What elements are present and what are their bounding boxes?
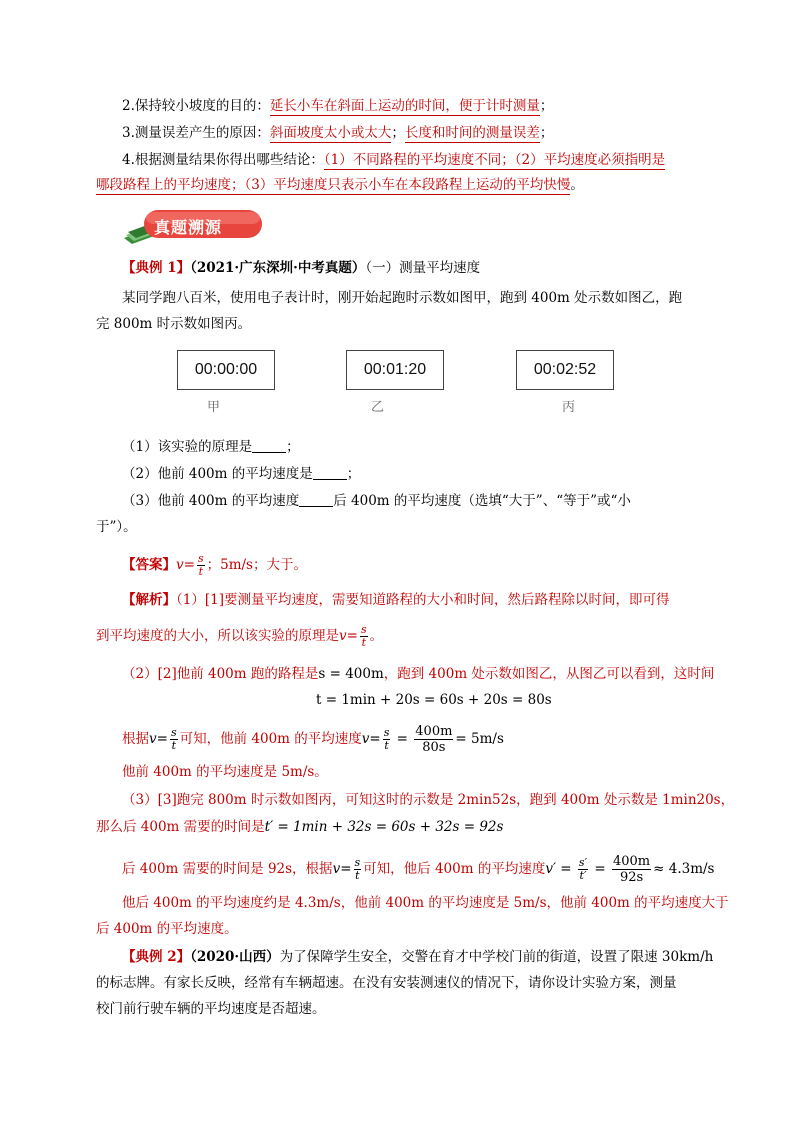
timer-label-bing: 丙 xyxy=(562,400,576,415)
formula-fraction: $\frac{s}{t}$ xyxy=(170,726,177,752)
example-2-tag: 【典例 2】 xyxy=(122,949,191,965)
item-3-prefix: 3.测量误差产生的原因： xyxy=(122,125,270,141)
answer-tag: 【答案】 xyxy=(122,557,176,573)
answer-values: ；5m/s；大于。 xyxy=(206,557,307,573)
analysis-part3-line3: 后 400m 需要的时间是 92s，根据v= $\frac{s}{t}$ 可知，他后 400m 的平均速度v′ = $\frac{s'}{t'}$ = $\frac{400m}{92s}$ ≈ 4.3m/s xyxy=(122,854,715,885)
analysis-tag: 【解析】 xyxy=(122,592,176,608)
item-3-answer-b: 长度和时间的测量误差 xyxy=(404,125,540,141)
item-2: 2.保持较小坡度的目的：延长小车在斜面上运动的时间，便于计时测量； xyxy=(122,98,554,114)
timer-display-bing: 00:02:52 xyxy=(516,350,614,390)
example-2-source: （2020·山西） xyxy=(190,949,280,965)
item-3: 3.测量误差产生的原因：斜面坡度太小或太大；长度和时间的测量误差； xyxy=(122,125,554,141)
question-3-line2: 于”）。 xyxy=(96,519,137,535)
formula-fraction: $\frac{s}{t}$ xyxy=(354,856,361,882)
analysis-line1: 【解析】（1）[1]要测量平均速度，需要知道路程的大小和时间，然后路程除以时间，即可得 xyxy=(122,592,670,608)
formula-fraction: $\frac{s}{t}$ xyxy=(360,623,367,649)
item-4 xyxy=(122,150,665,170)
question-3: （3）他前 400m 的平均速度 后 400m 的平均速度（选填“大于”、“等于”或“小 xyxy=(122,493,631,509)
formula-fraction: $\frac{s}{t}$ xyxy=(197,552,204,578)
speed-fraction: $\frac{400m}{80s}$ xyxy=(415,724,453,755)
example-1-source: （2021·广东深圳·中考真题） xyxy=(190,260,366,276)
speed-fraction: $\frac{400m}{92s}$ xyxy=(612,854,651,885)
analysis-part2-line4: 他前 400m 的平均速度是 5m/s。 xyxy=(122,764,328,780)
analysis-part3-line4: 他后 400m 的平均速度约是 4.3m/s，他前 400m 的平均速度是 5m/s，他前 400m 的平均速度大于 xyxy=(122,895,729,911)
badge-label: 真题溯源 xyxy=(154,218,223,237)
item-2-answer: 延长小车在斜面上运动的时间，便于计时测量 xyxy=(269,98,540,114)
example-1-stem-line1: 某同学跑八百米，使用电子表计时，刚开始起跑时示数如图甲，跑到 400m 处示数如图乙，跑 xyxy=(122,290,683,306)
analysis-line2: 到平均速度的大小，所以该实验的原理是v= $\frac{s}{t}$ 。 xyxy=(96,623,384,649)
section-badge xyxy=(122,208,266,244)
answer-blank xyxy=(252,438,286,453)
timer-display-jia: 00:00:00 xyxy=(177,350,275,390)
analysis-part2-line1: （2）[2]他前 400m 跑的路程是s = 400m，跑到 400m 处示数如图乙，从图乙可以看到，这时间 xyxy=(122,666,715,682)
question-1: （1）该实验的原理是 ； xyxy=(122,439,300,455)
answer-blank xyxy=(313,465,347,480)
answer-blank xyxy=(299,492,333,507)
example-2-line2: 的标志牌。有家长反映，经常有车辆超速。在没有安装测速仪的情况下，请你设计实验方案，测量 xyxy=(96,975,677,991)
analysis-part3-line1: （3）[3]跑完 800m 时示数如图丙，可知这时的示数是 2min52s，跑到 400m 处示数是 1min20s， xyxy=(122,792,735,808)
item-4-answer-line2: 哪段路程上的平均速度；（3）平均速度只表示小车在本段路程上运动的平均快慢 xyxy=(96,177,571,193)
example-2-line3: 校门前行驶车辆的平均速度是否超速。 xyxy=(96,1001,326,1017)
timer-display-yi: 00:01:20 xyxy=(346,350,444,390)
analysis-part3-line2: 那么后 400m 需要的时间是t′ = 1min + 32s = 60s + 32s = 92s xyxy=(96,819,504,835)
example-1-stem-line2: 完 800m 时示数如图丙。 xyxy=(96,316,252,332)
timer-label-yi: 乙 xyxy=(371,400,385,415)
analysis-time-equation: t = 1min + 20s = 60s + 20s = 80s xyxy=(316,692,552,708)
item-4-line2: 哪段路程上的平均速度；（3）平均速度只表示小车在本段路程上运动的平均快慢。 xyxy=(96,177,584,193)
question-2: （2）他前 400m 的平均速度是 ； xyxy=(122,466,361,482)
example-1-title: （一）测量平均速度 xyxy=(365,260,481,276)
item-4-prefix: 4.根据测量结果你得出哪些结论： xyxy=(122,152,324,168)
formula-fraction: $\frac{s}{t}$ xyxy=(383,726,390,752)
analysis-part3-line5: 后 400m 的平均速度。 xyxy=(96,921,238,937)
timer-label-jia: 甲 xyxy=(207,400,221,415)
item-3-answer-a: 斜面坡度太小或太大 xyxy=(269,125,392,141)
example-1-heading xyxy=(122,258,480,278)
item-2-prefix: 2.保持较小坡度的目的： xyxy=(122,98,270,114)
item-4-answer-line1: （1）不同路程的平均速度不同；（2）平均速度必须指明是 xyxy=(323,152,666,168)
example-1-tag: 【典例 1】 xyxy=(122,260,191,276)
answer-line: 【答案】v= $\frac{s}{t}$ ；5m/s；大于。 xyxy=(122,552,307,578)
analysis-part2-line3: 根据v= $\frac{s}{t}$ 可知，他前 400m 的平均速度v= $\frac{s}{t}$ = $\frac{400m}{80s}$ = 5m/s xyxy=(122,724,504,755)
formula-fraction: $\frac{s'}{t'}$ xyxy=(578,856,588,882)
example-2-line1: 【典例 2】（2020·山西）为了保障学生安全，交警在育才中学校门前的街道，设置了限速 30km/h xyxy=(122,949,714,965)
